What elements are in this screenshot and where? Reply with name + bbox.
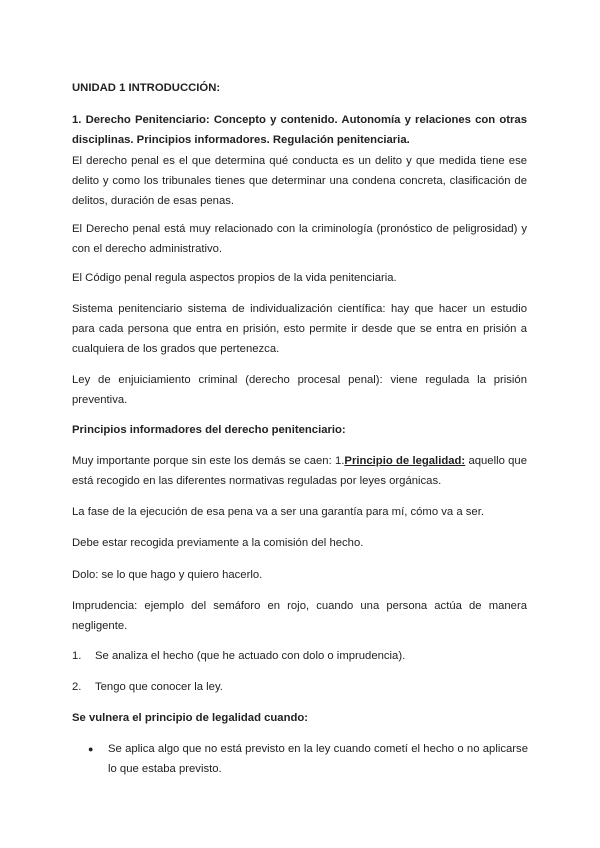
paragraph-principio-legalidad: [72, 451, 527, 491]
paragraph-codigo-penal: El Código penal regula aspectos propios de la vida penitenciaria.: [72, 272, 397, 284]
bullet-item-text: Se aplica algo que no está previsto en la ley cuando cometí el hecho o no aplicarse lo que estaba previsto.: [108, 743, 528, 775]
principio-definition: aquello que está recogido en las diferentes normativas reguladas por leyes orgánicas.: [72, 455, 527, 487]
paragraph-criminologia: El Derecho penal está muy relacionado con la criminología (pronóstico de peligrosidad) y con el derecho administrativo.: [72, 223, 527, 255]
paragraph-enjuiciamiento: Ley de enjuiciamiento criminal (derecho procesal penal): viene regulada la prisión preventiva.: [72, 374, 527, 406]
principio-intro: Muy importante porque sin este los demás se caen: 1.: [72, 455, 345, 467]
paragraph-garantia: La fase de la ejecución de esa pena va a ser una garantía para mí, cómo va a ser.: [72, 506, 484, 518]
list-item-number: 1.: [72, 650, 82, 662]
vulnera-heading: Se vulnera el principio de legalidad cuando:: [72, 712, 309, 724]
list-item-text: Se analiza el hecho (que he actuado con dolo o imprudencia).: [95, 650, 406, 662]
bullet-icon: ●: [88, 744, 94, 754]
unit-title: UNIDAD 1 INTRODUCCIÓN:: [72, 82, 221, 94]
paragraph-derecho-penal: El derecho penal es el que determina qué conducta es un delito y que medida tiene ese delito y como los tribunales tienes que determinar una condena concreta, clasificación de delitos, duración de esas penas.: [72, 155, 527, 207]
paragraph-recogida: Debe estar recogida previamente a la comisión del hecho.: [72, 537, 364, 549]
section-heading: 1. Derecho Penitenciario: Concepto y contenido. Autonomía y relaciones con otras disciplinas. Principios informadores. Regulación penitenciaria.: [72, 114, 527, 146]
list-item-text: Tengo que conocer la ley.: [95, 681, 223, 693]
paragraph-dolo: Dolo: se lo que hago y quiero hacerlo.: [72, 569, 263, 581]
list-item-number: 2.: [72, 681, 82, 693]
paragraph-sistema-penitenciario: Sistema penitenciario sistema de individualización científica: hay que hacer un estudio para cada persona que entra en prisión, esto permite ir desde que se entra en prisión a cualquiera de los grados que pertenezca.: [72, 303, 527, 355]
principio-legalidad-term: Principio de legalidad:: [344, 455, 466, 467]
principios-heading: Principios informadores del derecho penitenciario:: [72, 424, 346, 436]
paragraph-imprudencia: Imprudencia: ejemplo del semáforo en rojo, cuando una persona actúa de manera negligente.: [72, 600, 527, 632]
